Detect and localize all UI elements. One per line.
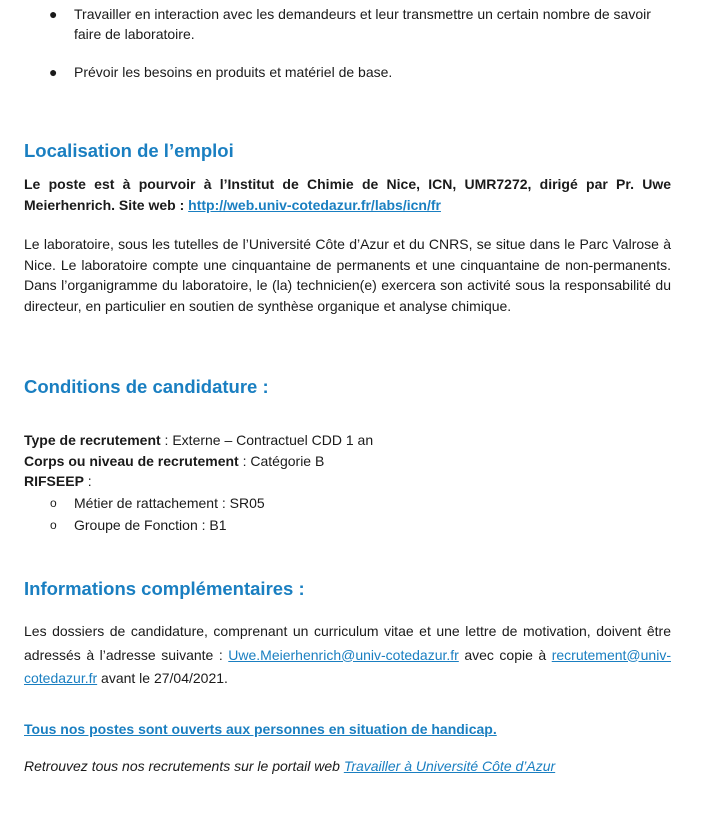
rifseep-value: :	[83, 473, 92, 489]
corps-value: : Catégorie B	[238, 452, 325, 469]
sub-item-text: Groupe de Fonction : B1	[74, 516, 227, 533]
dossier-text-1: Les dossiers de candidature, comprenant un curriculum vitae et une lettre de motivation, doivent être adressés à l’adresse suivante :	[24, 623, 671, 663]
list-item	[24, 514, 373, 536]
rifseep-sub-list	[24, 492, 373, 536]
handicap-notice	[24, 719, 671, 740]
dossier-text-3: avant le 27/04/2021.	[97, 670, 228, 686]
type-label: Type de recrutement	[24, 432, 161, 448]
section-heading-conditions: Conditions de candidature :	[24, 376, 269, 397]
rifseep-row	[24, 471, 373, 492]
rifseep-label: RIFSEEP	[24, 473, 84, 489]
list-item-text: Travailler en interaction avec les demandeurs et leur transmettre un certain nombre de savoir faire de laboratoire.	[74, 6, 651, 42]
list-item	[24, 492, 373, 514]
email-link-meierhenrich[interactable]: Uwe.Meierhenrich@univ-cotedazur.fr	[228, 646, 459, 663]
recruitment-details	[24, 430, 373, 536]
circle-bullet-icon: o	[50, 495, 57, 510]
section-heading-localisation: Localisation de l’emploi	[24, 140, 234, 161]
handicap-link[interactable]: Tous nos postes sont ouverts aux personnes en situation de handicap.	[24, 721, 497, 737]
sub-item-text: Métier de rattachement : SR05	[74, 494, 265, 511]
dossier-paragraph	[24, 620, 671, 691]
bullet-icon: ●	[49, 6, 58, 22]
task-bullet-list-2	[24, 62, 671, 82]
corps-row	[24, 451, 373, 472]
type-recrutement-row	[24, 430, 373, 451]
corps-label: Corps ou niveau de recrutement	[24, 452, 239, 469]
list-item	[24, 4, 671, 44]
circle-bullet-icon: o	[50, 517, 57, 532]
section-heading-informations: Informations complémentaires :	[24, 578, 305, 599]
list-item	[24, 62, 671, 82]
email-link-recrutement[interactable]: recrutement@univ-cotedazur.fr	[24, 646, 671, 686]
dossier-text-2: avec copie à	[458, 646, 552, 663]
type-value: : Externe – Contractuel CDD 1 an	[160, 432, 374, 448]
portal-text: Retrouvez tous nos recrutements sur le portail web	[24, 758, 344, 774]
task-bullet-list	[24, 4, 671, 44]
bullet-icon: ●	[49, 64, 58, 80]
site-web-link[interactable]: http://web.univ-cotedazur.fr/labs/icn/fr	[188, 196, 441, 213]
portal-link[interactable]: Travailler à Université Côte d’Azur	[343, 758, 556, 774]
localisation-lead	[24, 174, 671, 215]
list-item-text: Prévoir les besoins en produits et matériel de base.	[74, 64, 393, 80]
laboratoire-paragraph: Le laboratoire, sous les tutelles de l’Université Côte d’Azur et du CNRS, se situe dans le Parc Valrose à Nice. Le laboratoire compte une cinquantaine de permanents et une cinquantaine de non-permanents. Dans l’organigramme du laboratoire, le (la) technicien(e) exercera son activité sous la responsabilité du directeur, en particulier en soutien de synthèse organique et analyse chimique.	[24, 236, 671, 314]
portal-line	[24, 756, 671, 777]
lead-text: Le poste est à pourvoir à l’Institut de Chimie de Nice, ICN, UMR7272, dirigé par Pr. Uwe Meierhenrich. Site web :	[24, 176, 671, 213]
